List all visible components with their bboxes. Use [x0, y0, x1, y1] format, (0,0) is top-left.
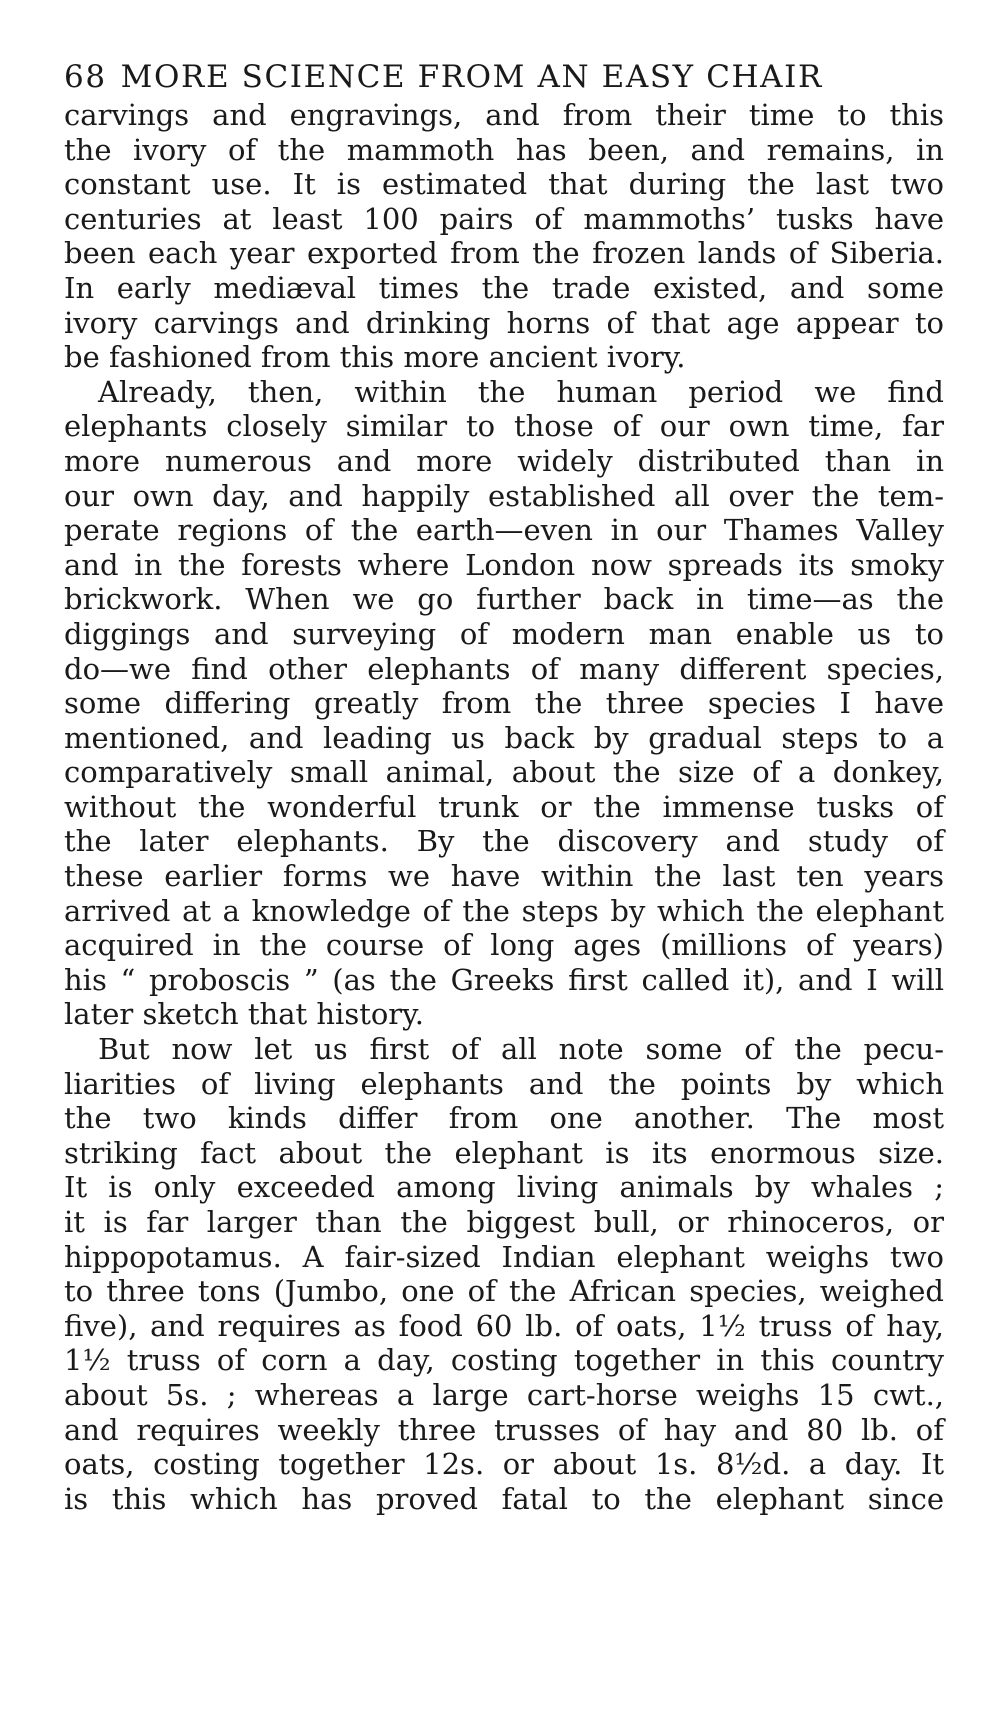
text-line: liarities of living elephants and the points by which — [64, 1066, 944, 1101]
text-line: In early mediæval times the trade existed, and some — [64, 270, 944, 305]
text-line: the two kinds differ from one another. The most — [64, 1101, 944, 1136]
text-line: centuries at least 100 pairs of mammoths’ tusks have — [64, 201, 944, 236]
text-line: Already, then, within the human period we find — [98, 374, 944, 409]
page-number: 68 — [64, 59, 107, 95]
text-line: brickwork. When we go further back in time—as the — [64, 582, 944, 617]
text-line: these earlier forms we have within the last ten years — [64, 859, 944, 894]
text-line: been each year exported from the frozen lands of Siberia. — [64, 236, 944, 271]
text-line: our own day, and happily established all over the tem- — [64, 478, 944, 513]
running-title: MORE SCIENCE FROM AN EASY CHAIR — [120, 59, 823, 95]
text-line: and in the forests where London now spreads its smoky — [64, 547, 944, 582]
running-head — [64, 58, 944, 96]
text-line: to three tons (Jumbo, one of the African species, weighed — [64, 1274, 944, 1309]
text-line: about 5s. ; whereas a large cart-horse weighs 15 cwt., — [64, 1377, 944, 1412]
text-line: ivory carvings and drinking horns of that age appear to — [64, 305, 944, 340]
text-line: But now let us first of all note some of the pecu- — [98, 1032, 944, 1067]
text-line: perate regions of the earth—even in our Thames Valley — [64, 513, 944, 548]
text-line: comparatively small animal, about the size of a donkey, — [64, 755, 944, 790]
text-line: the ivory of the mammoth has been, and remains, in — [64, 132, 944, 167]
book-page — [64, 58, 944, 1516]
text-line: carvings and engravings, and from their time to this — [64, 98, 944, 132]
text-line: striking fact about the elephant is its enormous size. — [64, 1135, 944, 1170]
text-line: the later elephants. By the discovery and study of — [64, 824, 944, 859]
text-line: without the wonderful trunk or the immense tusks of — [64, 789, 944, 824]
text-line: his “ proboscis ” (as the Greeks first called it), and I will — [64, 962, 944, 997]
paragraph-2 — [64, 375, 944, 1032]
text-line: hippopotamus. A fair-sized Indian elephant weighs two — [64, 1239, 944, 1274]
text-line: later sketch that history. — [64, 997, 424, 1032]
text-line: some differing greatly from the three species I have — [64, 686, 944, 721]
text-line: is this which has proved fatal to the elephant since — [64, 1481, 944, 1516]
text-line: more numerous and more widely distributed than in — [64, 443, 944, 478]
text-line: and requires weekly three trusses of hay and 80 lb. of — [64, 1412, 944, 1447]
text-line: be fashioned from this more ancient ivory. — [64, 340, 686, 375]
text-line: constant use. It is estimated that during the last two — [64, 167, 944, 202]
text-line: acquired in the course of long ages (millions of years) — [64, 928, 944, 963]
text-line: oats, costing together 12s. or about 1s. 8½d. a day. It — [64, 1447, 944, 1482]
text-line: it is far larger than the biggest bull, or rhinoceros, or — [64, 1205, 944, 1239]
paragraph-1 — [64, 98, 944, 375]
paragraph-3 — [64, 1032, 944, 1516]
text-line: elephants closely similar to those of our own time, far — [64, 409, 944, 444]
text-line: It is only exceeded among living animals by whales ; — [64, 1170, 944, 1205]
text-line: do—we find other elephants of many different species, — [64, 651, 944, 686]
text-line: diggings and surveying of modern man enable us to — [64, 616, 944, 651]
text-line: mentioned, and leading us back by gradual steps to a — [64, 720, 944, 755]
text-line: 1½ truss of corn a day, costing together in this country — [64, 1343, 944, 1378]
text-line: five), and requires as food 60 lb. of oats, 1½ truss of hay, — [64, 1308, 944, 1343]
text-line: arrived at a knowledge of the steps by which the elephant — [64, 893, 944, 928]
